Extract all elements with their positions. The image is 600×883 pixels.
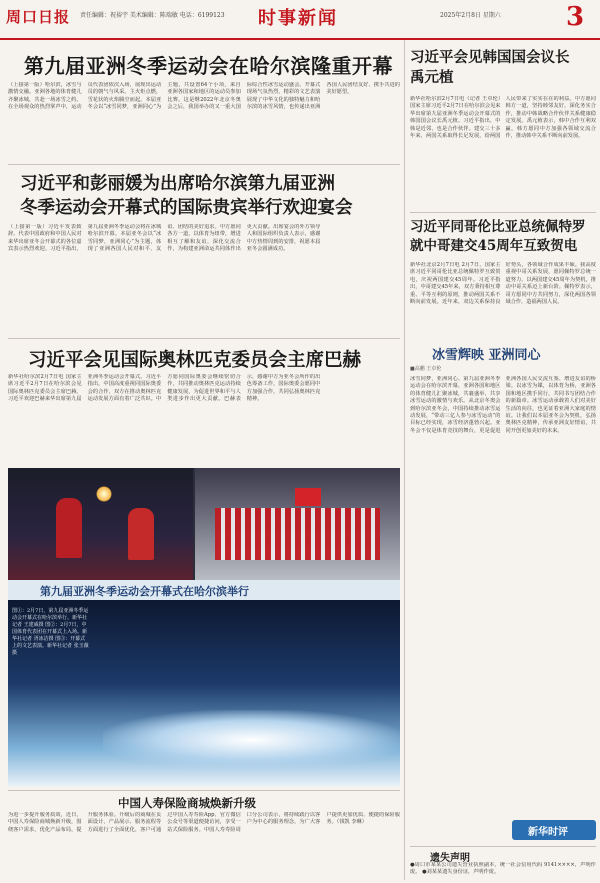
article1-headline: 第九届亚洲冬季运动会在哈尔滨隆重开幕 bbox=[24, 54, 393, 78]
section-title: 时事新闻 bbox=[258, 8, 338, 29]
article2-body: （上接第一版）习近平发表致辞。代表中国政府和中国人民对来华出席亚冬会开幕式的各位嘉宾表示热烈欢迎。习近平指出，第九届亚洲冬季运动会将在冰城哈尔滨开幕。本届亚冬会以“冰雪同梦，亚洲同心”为主题，体现了亚洲各国人民对和平、友谊、团结的美好追求。中方愿同各方一道，以体育为纽带，增进相互了解和友谊，深化交流合作，为构建亚洲命运共同体作出更大贡献。出席宴会的外方领导人和国际组织负责人表示，感谢中方热情周到的安排，祝愿本届亚冬会圆满成功。 bbox=[8, 224, 321, 253]
commentary-byline: ■高鹏 王卓伦 bbox=[410, 366, 442, 372]
divider bbox=[8, 338, 400, 339]
photo-collage bbox=[8, 468, 400, 786]
article2-headline bbox=[20, 172, 400, 220]
torchbearer-figure bbox=[56, 498, 82, 558]
article3-body: 新华社哈尔滨2月7日电 国家主席习近平2月7日在哈尔滨会见国际奥林匹克委员会主席巴赫。习近平欢迎巴赫来华出席第九届亚洲冬季运动会开幕式。习近平指出，中国高度重视同国际奥委会的合作，双方在推动奥林匹克运动发展方面有着广泛共识。中方愿同国际奥委会继续密切合作，共同推动奥林匹克运动持续健康发展，为促进世界和平与人类进步作出更大贡献。巴赫表示，感谢中方为亚冬会所作的出色筹备工作，国际奥委会愿同中方加强合作，共同弘扬奥林匹克精神。 bbox=[8, 374, 321, 403]
column-divider bbox=[404, 40, 405, 880]
issue-date: 2025年2月8日 星期六 bbox=[440, 12, 501, 19]
divider bbox=[410, 212, 596, 213]
national-flag bbox=[295, 488, 321, 506]
right1-body: 新华社哈尔滨2月7日电（记者 王卓伦）国家主席习近平2月7日在哈尔滨会见来华出席第九届亚洲冬季运动会开幕式的韩国国会议长禹元植。习近平指出，中韩是近邻，也是合作伙伴。建交三十多年来，两国关系取得长足发展，给两国人民带来了实实在在的利益。中方愿同韩方一道，坚持睦邻友好，深化务实合作，推动中韩战略合作伙伴关系健康稳定发展。禹元植表示，韩中合作互利双赢，韩方愿同中方加强各领域交流合作，推动韩中关系不断向前发展。 bbox=[410, 96, 596, 140]
commentary-body: 冰雪同梦，亚洲同心。第九届亚洲冬季运动会在哈尔滨开幕，亚洲各国和地区的体育健儿汇聚冰城，共襄盛举，共享冰雪运动的激情与欢乐。从北京冬奥会到哈尔滨亚冬会，中国持续推动冰雪运动发展，“带动三亿人参与冰雪运动”的目标已经实现，冰雪经济蓬勃兴起。亚冬会不仅是体育竞技的舞台，更是促进亚洲各国人民交流互鉴、增进友谊的桥梁。以冰雪为媒，以体育为桥，亚洲各国和地区携手同行，共同书写团结合作的新篇章。冰雪运动承载着人们对美好生活的向往，也见证着亚洲大家庭的情谊。让我们以本届亚冬会为契机，弘扬奥林匹克精神，传承亚洲友好情谊，共同开创更加美好的未来。 bbox=[410, 376, 596, 434]
article1-body: （上接第一版）哈尔滨，冰雪与激情交融。亚洲各地的体育健儿齐聚冰城，共赴一场冰雪之约。在全场观众的热烈掌声中，运动员代表团依次入场，展现出运动员的朝气与风采。主火炬点燃，雪花状的火焰腾空而起。本届亚冬会以“冰雪同梦，亚洲同心”为主题，共设置64个小项，来自亚洲各国家和地区的运动员参加比赛。这是继2022年北京冬奥会之后，我国举办的又一重大国际综合性冰雪运动盛会。开幕式现场气氛热烈，精彩的文艺表演展现了中华文化的独特魅力和哈尔滨的冰雪风情，也传递出亚洲各国人民团结友好、携手共进的美好愿望。 bbox=[8, 82, 400, 111]
ad-body: 为进一步提升服务质效，近日，中国人寿保险商城焕新升级，围绕客户需求，优化产品布局，提升服务体验。升级后的商城在页面设计、产品展示、服务流程等方面进行了全面优化，客户可通过中国人寿寿险App、官方微信公众号等渠道便捷访问，享受一站式保险服务。中国人寿寿险周口分公司表示，将持续践行以客户为中心的服务理念，为广大客户提供更加优质、便捷的保险服务。（钱凯 李琳） bbox=[8, 812, 400, 833]
photo-parade bbox=[195, 468, 400, 580]
commentary-headline: 冰雪辉映 亚洲同心 bbox=[432, 348, 541, 363]
xinhua-logo-text: 新华时评 bbox=[528, 827, 568, 838]
right1-headline-line2: 禹元植 bbox=[410, 69, 454, 86]
delegation-marchers bbox=[215, 508, 380, 560]
article2-headline-line1: 习近平和彭丽媛为出席哈尔滨第九届亚洲 bbox=[20, 174, 335, 194]
xinhua-logo bbox=[512, 820, 596, 840]
lost-notice-title: 遗失声明 bbox=[430, 853, 470, 864]
right2-body: 新华社北京2月7日电 2月7日，国家主席习近平同哥伦比亚总统佩特罗互致贺电，庆祝两国建交45周年。习近平指出，中哥建交45年来，双方秉持相互尊重、平等互利的原则，推动两国关系不断向前发展。近年来，双边关系保持良好势头，各领域合作成果丰硕。我高度重视中哥关系发展，愿同佩特罗总统一道努力，以两国建交45周年为契机，推动中哥关系迈上新台阶。佩特罗表示，哥方愿同中方共同努力，深化两国各领域合作，造福两国人民。 bbox=[410, 262, 596, 306]
right1-headline-line1: 习近平会见韩国国会议长 bbox=[410, 49, 570, 66]
ice-performance bbox=[103, 710, 400, 770]
right2-headline-line2: 就中哥建交45周年互致贺电 bbox=[410, 238, 578, 254]
divider bbox=[8, 790, 400, 791]
right2-headline bbox=[410, 218, 596, 256]
torch-flame bbox=[96, 486, 112, 502]
torchbearer-figure bbox=[128, 508, 154, 560]
right2-headline-line1: 习近平同哥伦比亚总统佩特罗 bbox=[410, 219, 586, 235]
photo-title: 第九届亚洲冬季运动会开幕式在哈尔滨举行 bbox=[40, 585, 249, 598]
photo-captions: 图①：2月7日，第九届亚洲冬季运动会开幕式在哈尔滨举行。新华社记者 王建威摄 图②：2月7日，中国体育代表团在开幕式上入场。新华社记者 胥冰洁摄 图③：开幕式上的文艺表演。新华社记者 张玉薇摄 bbox=[12, 608, 89, 656]
divider bbox=[410, 846, 596, 847]
editor-info: 责任编辑：祝裕宇 美术编辑：陈瑞敏 电话：6199123 bbox=[80, 12, 225, 19]
ad-headline: 中国人寿保险商城焕新升级 bbox=[118, 796, 256, 810]
lost-notice-body: ●周口市某某公司遗失营业执照副本，统一社会信用代码 9141××××，声明作废。 ●刘某某遗失身份证，声明作废。 bbox=[410, 862, 596, 876]
photo-torch bbox=[8, 468, 193, 580]
divider bbox=[8, 164, 400, 165]
newspaper-logo: 周口日报 bbox=[6, 8, 71, 26]
caption-band bbox=[8, 580, 400, 600]
article2-headline-line2: 冬季运动会开幕式的国际贵宾举行欢迎宴会 bbox=[20, 198, 353, 218]
article3-headline: 习近平会见国际奥林匹克委员会主席巴赫 bbox=[28, 350, 362, 371]
right1-headline bbox=[410, 48, 596, 88]
page-number: 3 bbox=[566, 2, 585, 32]
